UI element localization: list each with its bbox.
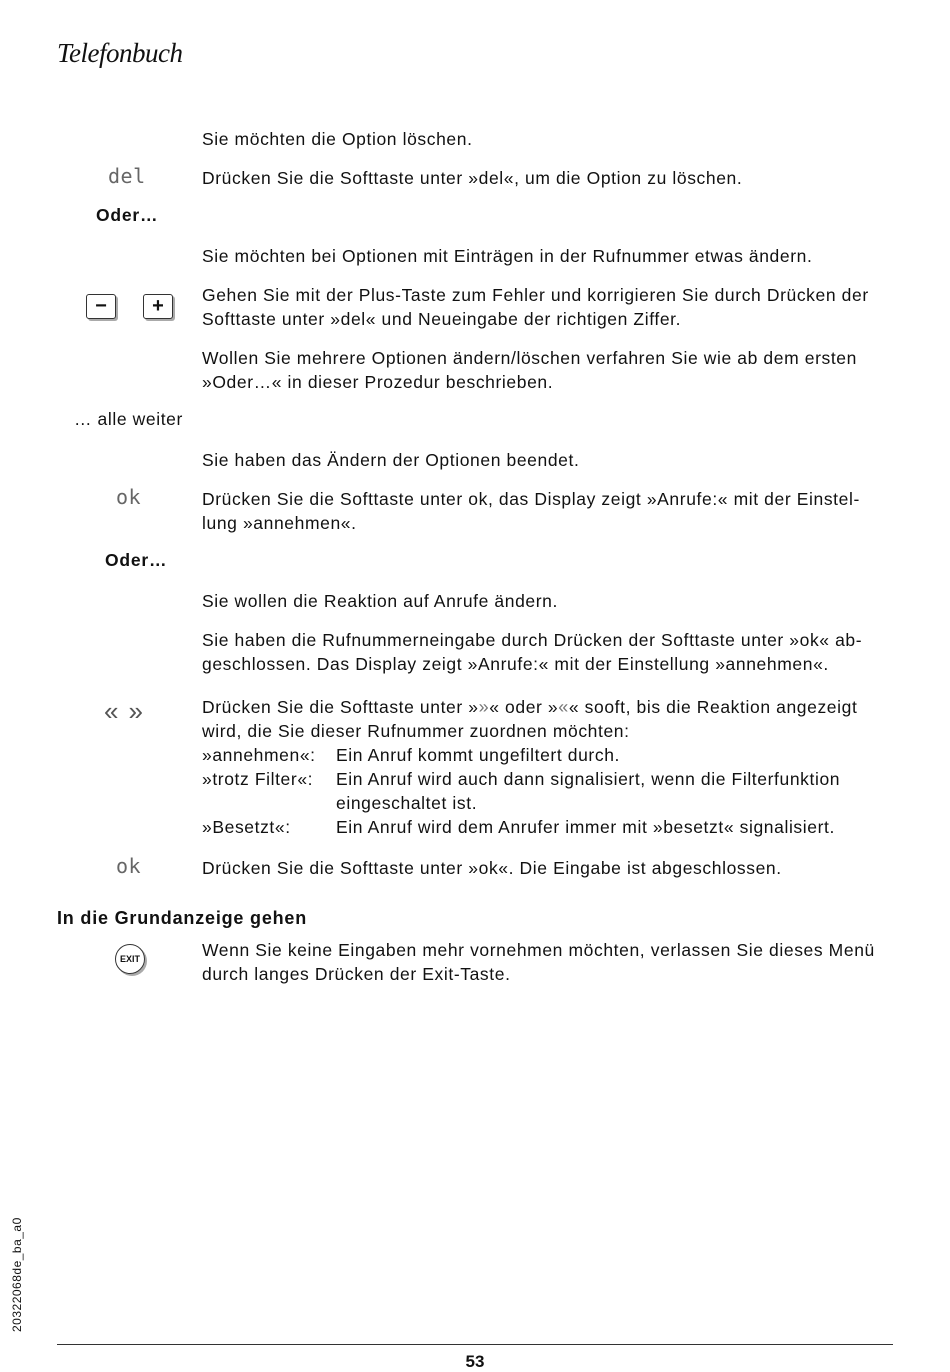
step-text: Drücken Sie die Softtaste unter »»« oder »«« sooft, bis die Reaktion angezeigt: [202, 697, 858, 717]
reaction-definition-list: [202, 743, 840, 839]
definition-desc: eingeschaltet ist.: [336, 793, 478, 813]
definition-row: [202, 815, 840, 839]
page-number: 53: [465, 1352, 485, 1371]
definition-desc: Ein Anruf wird auch dann signalisiert, wenn die Filterfunktion: [336, 769, 841, 789]
section-heading: In die Grundanzeige gehen: [57, 908, 308, 928]
step-text: Gehen Sie mit der Plus-Taste zum Fehler und korrigieren Sie durch Drücken der: [202, 285, 869, 305]
definition-term: »trotz Filter«:: [202, 769, 314, 789]
footer-divider: [57, 1344, 893, 1345]
minus-key-icon: −: [86, 294, 116, 319]
definition-term: [202, 791, 336, 815]
definition-row: [202, 743, 840, 767]
step-text: lung »annehmen«.: [202, 513, 357, 533]
page-title: Telefonbuch: [57, 38, 183, 68]
definition-term: »annehmen«:: [202, 745, 316, 765]
step-text: Sie haben die Rufnummerneingabe durch Drücken der Softtaste unter »ok« ab-: [202, 630, 863, 650]
step-text: Drücken Sie die Softtaste unter ok, das Display zeigt »Anrufe:« mit der Einstel-: [202, 489, 860, 509]
step-text: wird, die Sie dieser Rufnummer zuordnen möchten:: [202, 721, 630, 741]
ok-softkey-label-2: ok: [116, 854, 142, 878]
alle-weiter-label: … alle weiter: [74, 409, 183, 429]
step-text: Sie haben das Ändern der Optionen beendet.: [202, 450, 580, 470]
double-right-arrow-icon: »: [128, 696, 153, 726]
step-text: Wollen Sie mehrere Optionen ändern/löschen verfahren Sie wie ab dem ersten: [202, 348, 857, 368]
definition-row: [202, 767, 840, 791]
step-text: Sie wollen die Reaktion auf Anrufe ändern.: [202, 591, 558, 611]
section-text: durch langes Drücken der Exit-Taste.: [202, 964, 511, 984]
step-text: Drücken Sie die Softtaste unter »ok«. Die Eingabe ist abgeschlossen.: [202, 858, 782, 878]
step-text: »Oder…« in dieser Prozedur beschrieben.: [202, 372, 554, 392]
step-text: Drücken Sie die Softtaste unter »del«, um die Option zu löschen.: [202, 168, 743, 188]
oder-label-2: Oder…: [105, 550, 168, 570]
section-text: Wenn Sie keine Eingaben mehr vornehmen möchten, verlassen Sie dieses Menü: [202, 940, 875, 960]
document-id: 20322068de_ba_a0: [10, 1217, 24, 1332]
definition-term: »Besetzt«:: [202, 817, 291, 837]
scroll-arrows-icon: [104, 696, 153, 727]
step-text: Sie möchten die Option löschen.: [202, 129, 473, 149]
exit-key-icon: EXIT: [115, 944, 145, 974]
step-text: Softtaste unter »del« und Neueingabe der richtigen Ziffer.: [202, 309, 682, 329]
ok-softkey-label: ok: [116, 485, 142, 509]
definition-desc: Ein Anruf wird dem Anrufer immer mit »besetzt« signalisiert.: [336, 817, 835, 837]
double-left-arrow-icon: «: [104, 696, 129, 726]
double-right-arrow-icon: »: [478, 697, 490, 717]
definition-row: [202, 791, 840, 815]
double-left-arrow-icon: «: [558, 697, 569, 717]
definition-desc: Ein Anruf kommt ungefiltert durch.: [336, 745, 620, 765]
plus-key-icon: +: [143, 294, 173, 319]
oder-label: Oder…: [96, 205, 159, 225]
step-text: geschlossen. Das Display zeigt »Anrufe:« mit der Einstellung »annehmen«.: [202, 654, 829, 674]
del-softkey-label: del: [108, 164, 146, 188]
step-text: Sie möchten bei Optionen mit Einträgen in der Rufnummer etwas ändern.: [202, 246, 813, 266]
